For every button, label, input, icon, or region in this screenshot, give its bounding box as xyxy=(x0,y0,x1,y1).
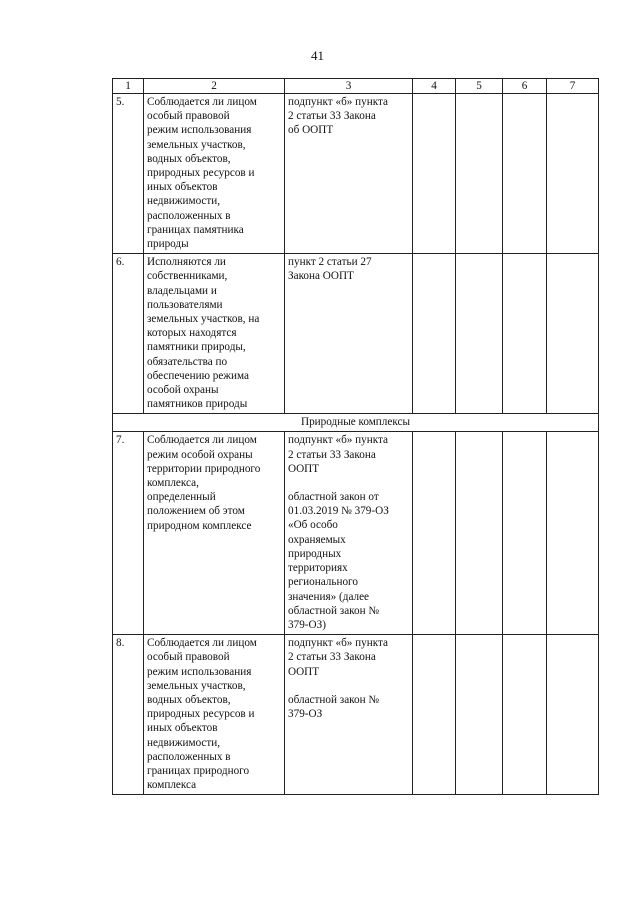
reference-line: подпункт «б» пункта xyxy=(288,434,389,447)
reference-line: 2 статьи 33 Закона xyxy=(288,651,376,664)
reference-line: пункт 2 статьи 27 xyxy=(288,256,372,269)
question-line: особый правовой xyxy=(147,110,230,123)
question-line: Соблюдается ли лицом xyxy=(147,96,257,108)
reference-line: значения» (далее xyxy=(288,590,370,603)
legal-reference-cell xyxy=(285,432,413,635)
reference-line: «Об особо xyxy=(288,519,338,532)
answer-cell-col-5 xyxy=(456,635,503,795)
question-line: природных ресурсов и xyxy=(147,708,255,721)
column-header-6: 6 xyxy=(503,79,547,94)
question-line: особой охраны xyxy=(147,384,219,397)
question-line: земельных участков, xyxy=(147,679,246,692)
question-line: обязательства по xyxy=(147,355,228,368)
question-line: режим особой охраны xyxy=(147,448,253,461)
column-header-2: 2 xyxy=(144,79,285,94)
answer-cell-col-4 xyxy=(413,432,456,635)
question-line: природы xyxy=(147,238,189,251)
question-line: собственниками, xyxy=(147,270,228,283)
question-line: Соблюдается ли лицом xyxy=(147,434,257,447)
question-cell xyxy=(144,94,285,254)
question-line: природном комплексе xyxy=(147,519,252,532)
column-header-1: 1 xyxy=(113,79,144,94)
answer-cell-col-4 xyxy=(413,635,456,795)
question-line: природных ресурсов и xyxy=(147,167,255,180)
legal-reference-cell xyxy=(285,635,413,795)
question-line: иных объектов xyxy=(147,181,218,194)
question-line: режим использования xyxy=(147,124,252,137)
row-number: 6. xyxy=(113,254,144,414)
column-header-3: 3 xyxy=(285,79,413,94)
question-line: памятников природы xyxy=(147,398,248,411)
question-line: Исполняются ли xyxy=(147,256,226,269)
question-line: недвижимости, xyxy=(147,736,221,749)
question-line: расположенных в xyxy=(147,209,231,222)
question-line: памятники природы, xyxy=(147,341,246,354)
reference-line: 01.03.2019 № 379-ОЗ xyxy=(288,505,389,518)
answer-cell-col-7 xyxy=(547,432,599,635)
question-line: границах памятника xyxy=(147,223,244,236)
question-line: иных объектов xyxy=(147,722,218,735)
answer-cell-col-4 xyxy=(413,254,456,414)
question-line: территории природного xyxy=(147,462,261,475)
question-line: особый правовой xyxy=(147,651,230,664)
column-header-5: 5 xyxy=(456,79,503,94)
answer-cell-col-4 xyxy=(413,94,456,254)
row-number: 5. xyxy=(113,94,144,254)
question-line: положением об этом xyxy=(147,505,245,518)
answer-cell-col-6 xyxy=(503,432,547,635)
table-row xyxy=(113,94,599,254)
question-line: водных объектов, xyxy=(147,152,231,165)
row-number: 8. xyxy=(113,635,144,795)
reference-line: 379-ОЗ) xyxy=(288,618,326,631)
answer-cell-col-5 xyxy=(456,254,503,414)
question-line: недвижимости, xyxy=(147,195,221,208)
reference-line: регионального xyxy=(288,576,358,589)
reference-line: областной закон № xyxy=(288,604,380,617)
reference-gap xyxy=(288,679,409,693)
legal-reference-cell xyxy=(285,94,413,254)
page-number: 41 xyxy=(311,48,324,63)
question-cell xyxy=(144,254,285,414)
reference-line: подпункт «б» пункта xyxy=(288,96,389,108)
table-header-row xyxy=(113,79,599,94)
question-line: комплекса xyxy=(147,779,197,792)
question-line: границах природного xyxy=(147,764,250,777)
reference-line: Закона ООПТ xyxy=(288,270,354,283)
question-line: режим использования xyxy=(147,665,252,678)
table-row xyxy=(113,432,599,635)
question-line: расположенных в xyxy=(147,750,231,763)
reference-line: ООПТ xyxy=(288,462,320,475)
row-number: 7. xyxy=(113,432,144,635)
reference-line: территориях xyxy=(288,562,348,575)
section-title: Природные комплексы xyxy=(113,414,599,432)
table-row xyxy=(113,635,599,795)
answer-cell-col-7 xyxy=(547,254,599,414)
question-line: Соблюдается ли лицом xyxy=(147,637,257,650)
answer-cell-col-6 xyxy=(503,254,547,414)
section-row xyxy=(113,414,599,432)
answer-cell-col-5 xyxy=(456,432,503,635)
reference-line: подпункт «б» пункта xyxy=(288,637,389,650)
reference-line: ООПТ xyxy=(288,665,320,678)
question-cell xyxy=(144,432,285,635)
answer-cell-col-7 xyxy=(547,94,599,254)
reference-line: областной закон № xyxy=(288,693,380,706)
table-row xyxy=(113,254,599,414)
question-line: земельных участков, на xyxy=(147,313,260,326)
question-line: обеспечению режима xyxy=(147,369,249,382)
legal-reference-cell xyxy=(285,254,413,414)
answer-cell-col-7 xyxy=(547,635,599,795)
question-line: водных объектов, xyxy=(147,693,231,706)
inspection-table xyxy=(112,78,599,795)
reference-line: природных xyxy=(288,547,342,560)
reference-line: областной закон от xyxy=(288,491,379,504)
question-line: земельных участков, xyxy=(147,138,246,151)
reference-line: 2 статьи 33 Закона xyxy=(288,448,376,461)
question-cell xyxy=(144,635,285,795)
answer-cell-col-5 xyxy=(456,94,503,254)
column-header-7: 7 xyxy=(547,79,599,94)
column-header-4: 4 xyxy=(413,79,456,94)
reference-line: об ООПТ xyxy=(288,124,334,137)
reference-line: 379-ОЗ xyxy=(288,707,323,720)
question-line: пользователями xyxy=(147,298,223,311)
question-line: определенный xyxy=(147,491,216,504)
question-line: которых находятся xyxy=(147,327,237,340)
reference-line: 2 статьи 33 Закона xyxy=(288,110,376,123)
reference-line: охраняемых xyxy=(288,533,346,546)
question-line: владельцами и xyxy=(147,284,217,297)
reference-gap xyxy=(288,476,409,490)
answer-cell-col-6 xyxy=(503,635,547,795)
question-line: комплекса, xyxy=(147,477,199,490)
answer-cell-col-6 xyxy=(503,94,547,254)
